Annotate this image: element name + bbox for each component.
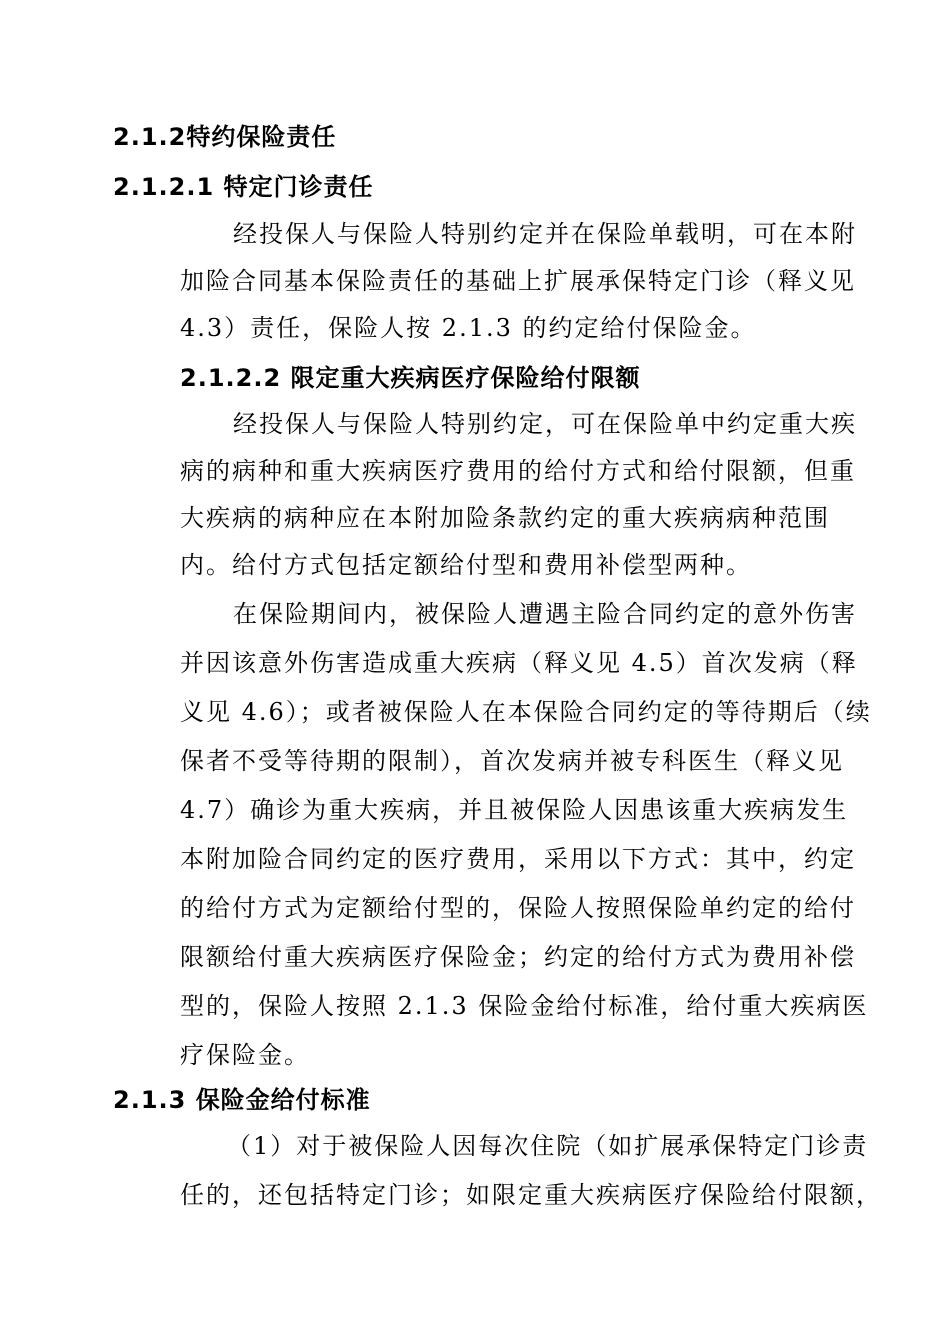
paragraph-line: 本附加险合同约定的医疗费用，采用以下方式：其中，约定 bbox=[180, 845, 856, 873]
paragraph-line: 的给付方式为定额给付型的，保险人按照保险单约定的给付 bbox=[180, 894, 856, 922]
heading-2-1-2: 2.1.2特约保险责任 bbox=[113, 123, 337, 151]
paragraph-line: 4.3）责任，保险人按 2.1.3 的约定给付保险金。 bbox=[180, 314, 757, 342]
heading-2-1-3: 2.1.3 保险金给付标准 bbox=[113, 1086, 371, 1114]
heading-2-1-2-1: 2.1.2.1 特定门诊责任 bbox=[113, 173, 374, 201]
paragraph-line: 疗保险金。 bbox=[180, 1041, 310, 1069]
paragraph-line: （1）对于被保险人因每次住院（如扩展承保特定门诊责 bbox=[227, 1132, 869, 1160]
paragraph-line: 4.7）确诊为重大疾病，并且被保险人因患该重大疾病发生 bbox=[180, 796, 849, 824]
paragraph-line: 经投保人与保险人特别约定并在保险单载明，可在本附 bbox=[233, 220, 857, 248]
paragraph-line: 大疾病的病种应在本附加险条款约定的重大疾病病种范围 bbox=[180, 504, 830, 532]
paragraph-line: 加险合同基本保险责任的基础上扩展承保特定门诊（释义见 bbox=[180, 267, 856, 295]
paragraph-line: 保者不受等待期的限制），首次发病并被专科医生（释义见 bbox=[180, 747, 844, 775]
paragraph-line: 并因该意外伤害造成重大疾病（释义见 4.5）首次发病（释 bbox=[180, 649, 858, 677]
paragraph-line: 型的，保险人按照 2.1.3 保险金给付标准，给付重大疾病医 bbox=[180, 992, 869, 1020]
paragraph-line: 义见 4.6）；或者被保险人在本保险合同约定的等待期后（续 bbox=[180, 698, 872, 726]
paragraph-line: 经投保人与保险人特别约定，可在保险单中约定重大疾 bbox=[233, 410, 857, 438]
paragraph-line: 内。给付方式包括定额给付型和费用补偿型两种。 bbox=[180, 551, 752, 579]
paragraph-line: 在保险期间内，被保险人遭遇主险合同约定的意外伤害 bbox=[233, 600, 857, 628]
paragraph-line: 任的，还包括特定门诊；如限定重大疾病医疗保险给付限额， bbox=[180, 1181, 882, 1209]
heading-2-1-2-2: 2.1.2.2 限定重大疾病医疗保险给付限额 bbox=[180, 364, 641, 392]
paragraph-line: 病的病种和重大疾病医疗费用的给付方式和给付限额，但重 bbox=[180, 457, 856, 485]
paragraph-line: 限额给付重大疾病医疗保险金；约定的给付方式为费用补偿 bbox=[180, 943, 856, 971]
